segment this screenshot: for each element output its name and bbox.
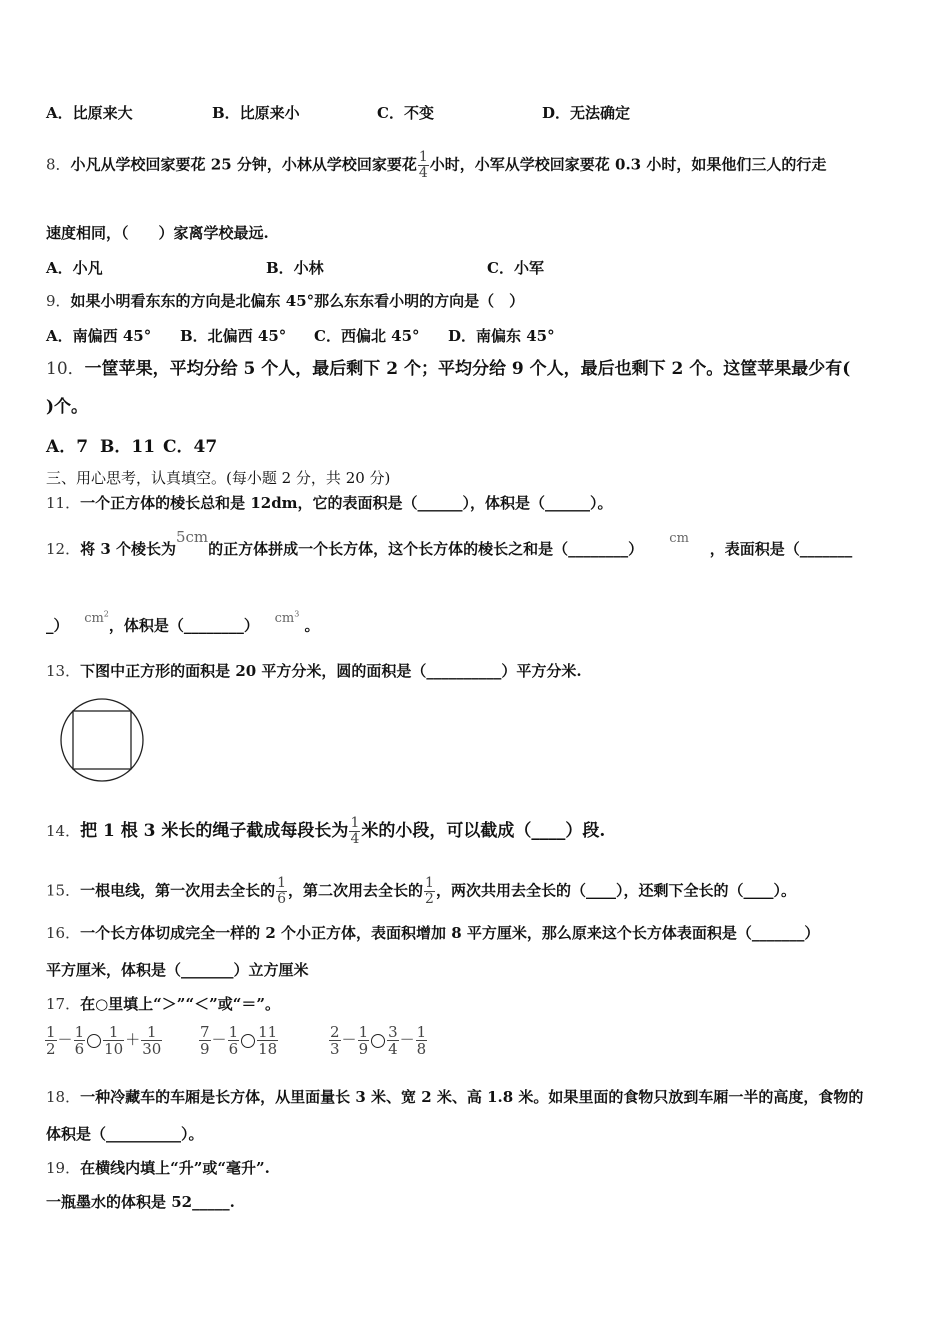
q11-text: 一个正方体的棱长总和是 12dm，它的表面积是（______），体积是（______）。 bbox=[80, 494, 613, 512]
q7-option-a: A．比原来大 bbox=[46, 104, 133, 122]
compare-circle[interactable] bbox=[87, 1034, 101, 1048]
q12-blank-end: _） bbox=[46, 616, 69, 635]
minus-sign: － bbox=[399, 1030, 415, 1049]
q10-option-a: A．7 bbox=[46, 437, 89, 457]
question-number: 11． bbox=[46, 494, 81, 512]
question-15 bbox=[46, 876, 796, 907]
q18-line2: 体积是（__________）。 bbox=[46, 1125, 204, 1143]
q9-option-a: A．南偏西 45° bbox=[46, 327, 152, 345]
q10-line2: )个。 bbox=[46, 397, 89, 417]
question-number: 8． bbox=[46, 155, 71, 174]
fraction bbox=[74, 1024, 86, 1057]
question-8 bbox=[46, 150, 826, 181]
fraction-numerator: 1 bbox=[141, 1024, 162, 1041]
question-9 bbox=[46, 291, 524, 311]
minus-sign: － bbox=[211, 1030, 227, 1049]
question-17 bbox=[46, 994, 280, 1014]
circle-square-figure bbox=[58, 697, 146, 783]
fraction-denominator: 10 bbox=[104, 1040, 124, 1058]
q13-text: 下图中正方形的面积是 20 平方分米，圆的面积是（__________）平方分米. bbox=[80, 662, 582, 680]
fraction-numerator: 1 bbox=[277, 875, 287, 891]
question-number: 15． bbox=[46, 881, 81, 900]
fraction-denominator: 3 bbox=[330, 1040, 340, 1058]
plus-sign: ＋ bbox=[125, 1030, 141, 1049]
question-19 bbox=[46, 1158, 270, 1178]
question-number: 12． bbox=[46, 540, 81, 558]
fraction-numerator: 1 bbox=[103, 1024, 124, 1041]
question-18 bbox=[46, 1087, 863, 1107]
fraction bbox=[387, 1024, 399, 1057]
fraction-denominator: 2 bbox=[425, 891, 434, 907]
fraction-numerator: 11 bbox=[258, 1023, 278, 1041]
q14-text-part2: 米的小段，可以截成（____）段. bbox=[361, 821, 606, 841]
edge-length: 5cm bbox=[175, 528, 209, 546]
question-13 bbox=[46, 661, 582, 681]
fraction bbox=[199, 1024, 211, 1057]
q15-text-part1: 一根电线，第一次用去全长的 bbox=[80, 881, 276, 900]
q9-text: 如果小明看东东的方向是北偏东 45°那么东东看小明的方向是（ ） bbox=[70, 292, 525, 310]
fraction bbox=[228, 1024, 240, 1057]
fraction bbox=[416, 1024, 428, 1057]
q8-option-c: C．小军 bbox=[487, 259, 544, 277]
fraction-numerator: 1 bbox=[46, 1023, 56, 1041]
question-number: 9． bbox=[46, 292, 71, 310]
q12-text-part2: 的正方体拼成一个长方体，这个长方体的棱长之和是（________） bbox=[208, 540, 644, 558]
q10-option-c: C．47 bbox=[163, 437, 218, 457]
fraction-numerator: 7 bbox=[200, 1023, 210, 1041]
unit-cm3-exponent: 3 bbox=[294, 610, 300, 619]
q17-text: 在○里填上“＞”“＜”或“＝”。 bbox=[80, 995, 280, 1013]
q8-text-part2: 小时，小军从学校回家要花 0.3 小时，如果他们三人的行走 bbox=[429, 155, 827, 174]
q7-option-d: D．无法确定 bbox=[542, 104, 631, 122]
fraction-numerator: 1 bbox=[228, 1023, 239, 1041]
fraction-denominator: 6 bbox=[228, 1040, 239, 1058]
fraction-denominator: 8 bbox=[416, 1040, 427, 1058]
fraction-denominator: 9 bbox=[200, 1040, 210, 1058]
q10-text: 一筐苹果，平均分给 5 个人，最后剩下 2 个；平均分给 9 个人，最后也剩下 2 个。这筐苹果最少有( bbox=[84, 359, 851, 379]
unit-cm2 bbox=[84, 611, 109, 626]
fraction-denominator: 9 bbox=[358, 1040, 369, 1058]
fraction-denominator: 4 bbox=[350, 831, 360, 847]
fraction-denominator: 18 bbox=[258, 1040, 278, 1058]
q9-option-c: C．西偏北 45° bbox=[314, 327, 420, 345]
q15-text-part2: ，第二次用去全长的 bbox=[288, 881, 424, 900]
question-14 bbox=[46, 816, 605, 847]
unit-cm2-base: cm bbox=[84, 611, 104, 627]
section-3-heading: 三、用心思考，认真填空。(每小题 2 分，共 20 分) bbox=[46, 469, 391, 487]
question-10 bbox=[46, 359, 850, 379]
fraction-denominator: 6 bbox=[74, 1040, 85, 1058]
minus-sign: － bbox=[341, 1030, 357, 1049]
question-number: 17． bbox=[46, 995, 81, 1013]
comparison-item-2 bbox=[198, 1024, 279, 1057]
fraction-numerator: 1 bbox=[425, 875, 434, 891]
question-number: 14． bbox=[46, 822, 81, 840]
q16-line2: 平方厘米，体积是（_______）立方厘米 bbox=[46, 961, 309, 979]
q16-text: 一个长方体切成完全一样的 2 个小正方体，表面积增加 8 平方厘米，那么原来这个长方体表面积是（_______） bbox=[80, 924, 820, 942]
q18-text: 一种冷藏车的车厢是长方体，从里面量长 3 米、宽 2 米、高 1.8 米。如果里面的食物只放到车厢一半的高度，食物的 bbox=[80, 1088, 864, 1106]
fraction-denominator: 4 bbox=[418, 165, 428, 181]
square-shape bbox=[73, 711, 131, 769]
unit-cm3-base: cm bbox=[274, 611, 295, 627]
fraction-numerator: 3 bbox=[388, 1023, 398, 1041]
q7-option-c: C．不变 bbox=[377, 104, 434, 122]
q9-option-d: D．南偏东 45° bbox=[448, 327, 555, 345]
question-number: 19． bbox=[46, 1159, 81, 1177]
fraction-one-quarter bbox=[349, 816, 360, 847]
q8-option-b: B．小林 bbox=[266, 259, 324, 277]
fraction-numerator: 1 bbox=[350, 815, 360, 831]
question-16 bbox=[46, 923, 819, 943]
compare-circle[interactable] bbox=[371, 1034, 385, 1048]
minus-sign: － bbox=[57, 1030, 73, 1049]
compare-circle[interactable] bbox=[241, 1034, 255, 1048]
unit-cm3 bbox=[275, 611, 300, 626]
q8-option-a: A．小凡 bbox=[46, 259, 103, 277]
q7-option-b: B．比原来小 bbox=[212, 104, 300, 122]
fraction-one-sixth bbox=[276, 876, 287, 907]
q12-volume-text: ，体积是（________） bbox=[108, 616, 259, 635]
question-12 bbox=[46, 528, 853, 561]
q10-option-b: B．11 bbox=[100, 437, 156, 457]
fraction-denominator: 2 bbox=[46, 1040, 56, 1058]
fraction-denominator: 6 bbox=[277, 891, 287, 907]
unit-cm2-exponent: 2 bbox=[103, 610, 109, 619]
question-11 bbox=[46, 493, 613, 513]
q9-option-b: B．北偏西 45° bbox=[180, 327, 287, 345]
fraction-one-half bbox=[424, 876, 435, 907]
fraction-denominator: 30 bbox=[142, 1040, 162, 1058]
fraction bbox=[45, 1024, 57, 1057]
fraction bbox=[257, 1024, 278, 1057]
comparison-item-1 bbox=[44, 1024, 163, 1057]
fraction-numerator: 2 bbox=[330, 1023, 340, 1041]
q8-text-part1: 小凡从学校回家要花 25 分钟，小林从学校回家要花 bbox=[70, 155, 417, 174]
fraction-numerator: 1 bbox=[418, 149, 428, 165]
q19-line2: 一瓶墨水的体积是 52_____. bbox=[46, 1193, 235, 1211]
fraction-one-quarter bbox=[418, 150, 429, 181]
q12-period: 。 bbox=[304, 616, 320, 635]
question-number: 18． bbox=[46, 1088, 81, 1106]
unit-cm: cm bbox=[669, 531, 689, 546]
fraction-numerator: 1 bbox=[74, 1023, 85, 1041]
fraction bbox=[103, 1024, 124, 1057]
q12-text-part1: 将 3 个棱长为 bbox=[80, 540, 176, 558]
comparison-item-3 bbox=[328, 1024, 428, 1057]
q15-text-part3: ，两次共用去全长的（____），还剩下全长的（____）。 bbox=[435, 881, 796, 900]
fraction-numerator: 1 bbox=[416, 1023, 427, 1041]
question-number: 10． bbox=[46, 359, 85, 379]
question-number: 13． bbox=[46, 662, 81, 680]
fraction-numerator: 1 bbox=[358, 1023, 369, 1041]
q8-line2: 速度相同，（ ）家离学校最远. bbox=[46, 224, 269, 242]
q14-text-part1: 把 1 根 3 米长的绳子截成每段长为 bbox=[80, 821, 349, 841]
q12-line2 bbox=[46, 610, 320, 637]
fraction bbox=[141, 1024, 162, 1057]
fraction bbox=[358, 1024, 370, 1057]
q19-text: 在横线内填上“升”或“毫升”. bbox=[80, 1159, 270, 1177]
fraction-denominator: 4 bbox=[388, 1040, 398, 1058]
q12-text-part3: ，表面积是（_______ bbox=[709, 540, 853, 558]
question-number: 16． bbox=[46, 924, 81, 942]
fraction bbox=[329, 1024, 341, 1057]
